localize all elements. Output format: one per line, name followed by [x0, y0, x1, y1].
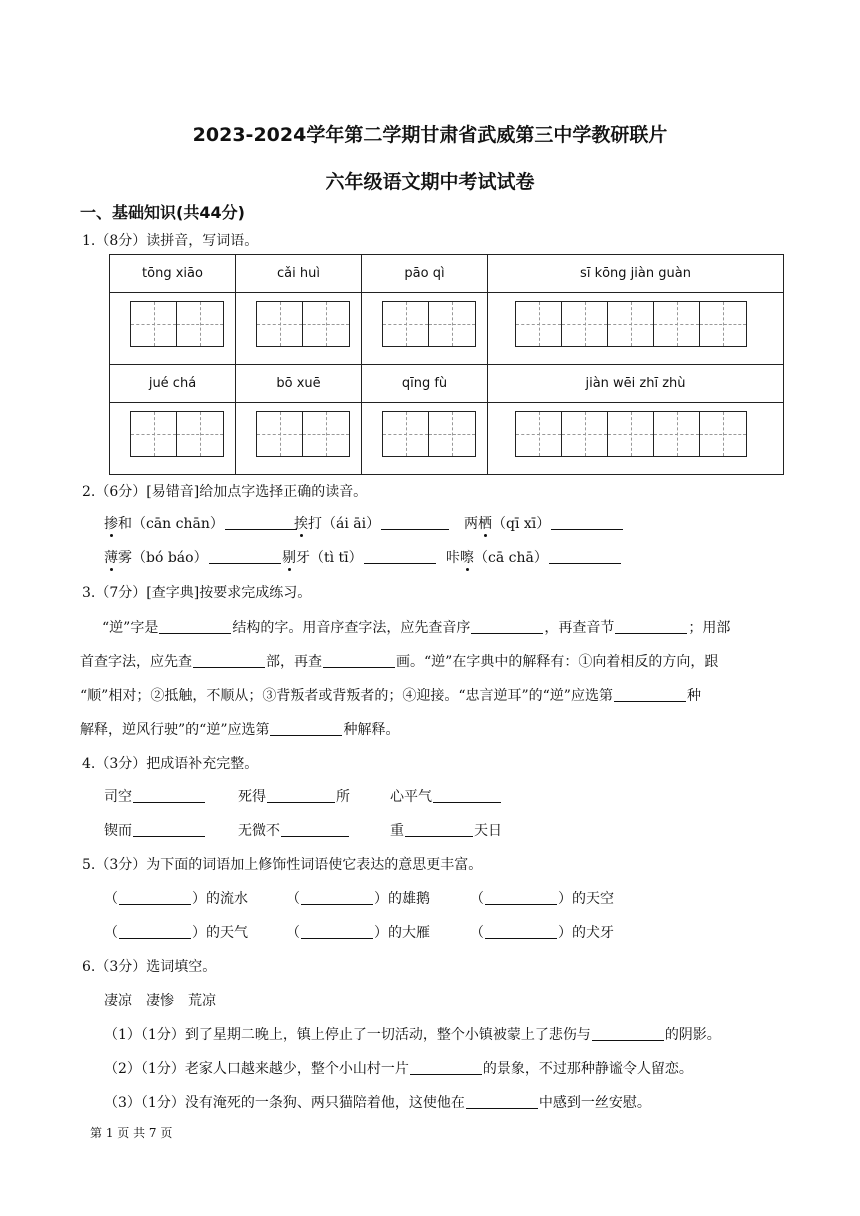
answer-cell — [236, 403, 362, 475]
dotted-char: 嚓 — [460, 550, 474, 566]
answer-blank[interactable] — [614, 687, 686, 702]
exam-title-line1: 2023-2024学年第二学期甘肃省武威第三中学教研联片 — [192, 124, 668, 146]
answer-blank[interactable] — [267, 788, 335, 803]
pinyin-cell: tōng xiāo — [110, 255, 236, 293]
answer-cell — [110, 293, 236, 365]
answer-blank[interactable] — [323, 653, 395, 668]
modifier-item: （ ）的天气 — [104, 925, 248, 941]
answer-blank[interactable] — [193, 653, 265, 668]
pinyin-table — [109, 254, 784, 475]
pinyin-cell: pāo qì — [362, 255, 488, 293]
modifier-item: （ ）的天空 — [470, 891, 614, 907]
answer-blank[interactable] — [381, 515, 449, 530]
q3-line: 解释，逆风行驶”的“逆”应选第 种解释。 — [80, 722, 400, 738]
exam-title-line2: 六年级语文期中考试试卷 — [325, 171, 535, 193]
answer-blank[interactable] — [281, 822, 349, 837]
answer-cell — [236, 293, 362, 365]
answer-blank[interactable] — [549, 549, 621, 564]
q4-stem: 4.（3分）把成语补充完整。 — [82, 756, 259, 772]
dotted-char: 挨 — [294, 516, 308, 532]
q3-line: “顺”相对；②抵触，不顺从；③背叛者或背叛者的；④迎接。“忠言逆耳”的“逆”应选第 种 — [80, 688, 701, 704]
answer-blank[interactable] — [301, 890, 373, 905]
q2-stem: 2.（6分）[易错音]给加点字选择正确的读音。 — [82, 484, 368, 500]
pinyin-cell: cǎi huì — [236, 255, 362, 293]
answer-blank[interactable] — [410, 1060, 482, 1075]
answer-blank[interactable] — [485, 924, 557, 939]
answer-blank[interactable] — [133, 788, 205, 803]
answer-cell — [362, 293, 488, 365]
q6-stem: 6.（3分）选词填空。 — [82, 959, 217, 975]
answer-blank[interactable] — [364, 549, 436, 564]
idiom-item: 司空 — [104, 786, 206, 806]
answer-blank[interactable] — [471, 619, 543, 634]
idiom-item: 心平气 — [390, 786, 502, 806]
pinyin-cell: qīng fù — [362, 365, 488, 403]
answer-blank[interactable] — [485, 890, 557, 905]
q2-item: 薄雾（bó báo） — [104, 547, 282, 567]
q3-line: “逆”字是 结构的字。用音序查字法，应先查音序 ，再查音节 ；用部 — [102, 620, 731, 636]
pinyin-cell: sī kōng jiàn guàn — [488, 255, 784, 293]
modifier-item: （ ）的流水 — [104, 891, 248, 907]
answer-blank[interactable] — [270, 721, 342, 736]
answer-blank[interactable] — [592, 1026, 664, 1041]
answer-blank[interactable] — [615, 619, 687, 634]
q5-stem: 5.（3分）为下面的词语加上修饰性词语使它表达的意思更丰富。 — [82, 857, 483, 873]
answer-blank[interactable] — [551, 515, 623, 530]
answer-blank[interactable] — [209, 549, 281, 564]
idiom-item: 无微不 — [238, 820, 350, 840]
idiom-item: 死得 所 — [238, 789, 350, 805]
idiom-item: 重 天日 — [390, 823, 502, 839]
modifier-item: （ ）的雄鹅 — [286, 891, 430, 907]
pinyin-cell: bō xuē — [236, 365, 362, 403]
q2-item: 两栖（qī xī） — [464, 513, 624, 533]
answer-blank[interactable] — [405, 822, 473, 837]
answer-blank[interactable] — [159, 619, 231, 634]
word-choices: 凄凉 凄惨 荒凉 — [104, 993, 216, 1009]
dotted-char: 掺 — [104, 516, 118, 532]
dotted-char: 剔 — [282, 550, 296, 566]
q3-line: 首查字法，应先查 部，再查 画。“逆”在字典中的解释有：①向着相反的方向，跟 — [80, 654, 719, 670]
q2-item: 挨打（ái āi） — [294, 513, 450, 533]
answer-blank[interactable] — [119, 924, 191, 939]
answer-blank[interactable] — [225, 515, 297, 530]
pinyin-cell: jiàn wēi zhī zhù — [488, 365, 784, 403]
answer-blank[interactable] — [433, 788, 501, 803]
answer-cell — [488, 293, 784, 365]
q6-sentence: （1）（1分）到了星期二晚上，镇上停止了一切活动，整个小镇被蒙上了悲伤与 的阴影。 — [104, 1027, 721, 1043]
dotted-char: 薄 — [104, 550, 118, 566]
answer-blank[interactable] — [133, 822, 205, 837]
answer-blank[interactable] — [119, 890, 191, 905]
dotted-char: 栖 — [478, 516, 492, 532]
q1-stem: 1.（8分）读拼音，写词语。 — [82, 233, 259, 249]
answer-cell — [488, 403, 784, 475]
idiom-item: 锲而 — [104, 820, 206, 840]
q3-stem: 3.（7分）[查字典]按要求完成练习。 — [82, 585, 312, 601]
answer-cell — [110, 403, 236, 475]
section-heading-basics: 一、基础知识(共44分) — [80, 203, 245, 222]
q2-item: 咔嚓（cā chā） — [446, 547, 622, 567]
q2-item: 掺和（cān chān） — [104, 513, 298, 533]
answer-blank[interactable] — [301, 924, 373, 939]
q6-sentence: （3）（1分）没有淹死的一条狗、两只猫陪着他，这使他在 中感到一丝安慰。 — [104, 1095, 651, 1111]
pinyin-cell: jué chá — [110, 365, 236, 403]
page-footer: 第 1 页 共 7 页 — [90, 1126, 173, 1140]
modifier-item: （ ）的犬牙 — [470, 925, 614, 941]
answer-cell — [362, 403, 488, 475]
answer-blank[interactable] — [466, 1094, 538, 1109]
modifier-item: （ ）的大雁 — [286, 925, 430, 941]
q2-item: 剔牙（tì tī） — [282, 547, 437, 567]
q6-sentence: （2）（1分）老家人口越来越少，整个小山村一片 的景象，不过那种静谧令人留恋。 — [104, 1061, 693, 1077]
